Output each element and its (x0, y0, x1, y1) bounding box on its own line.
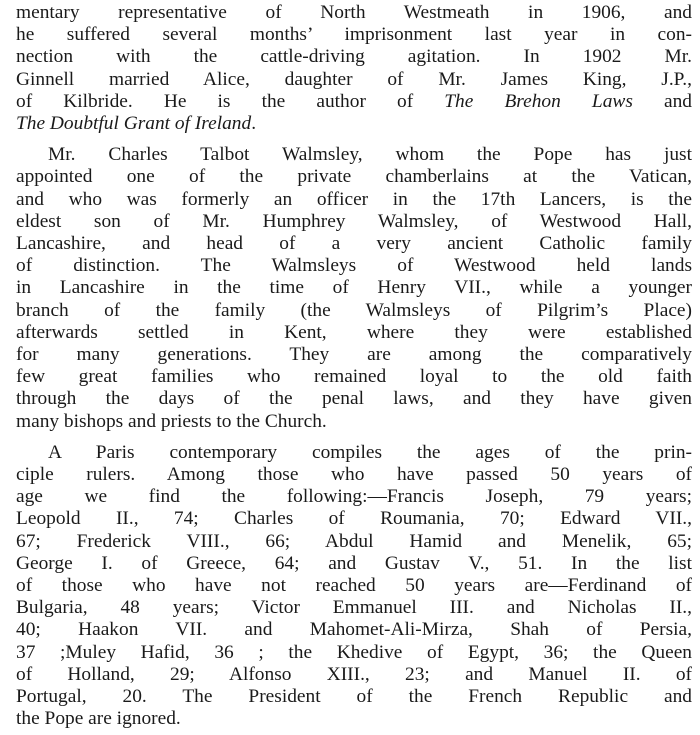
text-line (16, 553, 692, 575)
text-segment: Ginnell married Alice, daughter of Mr. James King, J.P., (16, 68, 692, 90)
text-line (16, 597, 692, 619)
article-paragraph-1 (16, 2, 692, 135)
text-line (16, 464, 692, 486)
text-segment: Mr. Charles Talbot Walmsley, whom the Pope has just (48, 144, 692, 166)
text-line (16, 69, 692, 91)
text-line (16, 211, 692, 233)
text-segment: through the days of the penal laws, and they have given (16, 388, 692, 410)
text-segment: . (251, 113, 257, 135)
text-segment: age we find the following:—Francis Joseph, 79 years; (16, 486, 692, 508)
text-line (16, 91, 692, 113)
text-segment: 37 ;Muley Hafid, 36 ; the Khedive of Egypt, 36; the Queen (16, 641, 692, 663)
text-segment: Bulgaria, 48 years; Victor Emmanuel III. and Nicholas II., (16, 597, 692, 619)
text-segment: nection with the cattle-driving agitation. In 1902 Mr. (16, 46, 692, 68)
text-line (16, 233, 692, 255)
text-line (16, 575, 692, 597)
text-line (16, 113, 692, 135)
text-line (16, 255, 692, 277)
text-line (16, 486, 692, 508)
text-line (16, 189, 692, 211)
text-segment: many bishops and priests to the Church. (16, 410, 327, 432)
text-line (16, 642, 692, 664)
text-line (16, 46, 692, 68)
text-segment: A Paris contemporary compiles the ages of the prin- (48, 441, 692, 463)
text-line (16, 686, 692, 708)
text-line (16, 166, 692, 188)
text-line (16, 708, 692, 730)
text-segment: and (632, 90, 692, 112)
text-line (16, 411, 692, 433)
text-line (16, 300, 692, 322)
text-line (16, 508, 692, 530)
text-line (16, 664, 692, 686)
italic-title-text: The Brehon Laws (444, 90, 633, 112)
text-segment: George I. of Greece, 64; and Gustav V., 51. In the list (16, 552, 692, 574)
italic-title-text: The Doubtful Grant of Ireland (16, 113, 252, 135)
text-segment: in Lancashire in the time of Henry VII., while a younger (16, 277, 692, 299)
text-segment: appointed one of the private chamberlains at the Vatican, (16, 166, 692, 188)
text-segment: and who was formerly an officer in the 17th Lancers, is the (16, 188, 692, 210)
text-line (16, 366, 692, 388)
text-segment: of Holland, 29; Alfonso XIII., 23; and Manuel II. of (16, 663, 692, 685)
text-line (16, 277, 692, 299)
text-segment: ciple rulers. Among those who have passed 50 years of (16, 464, 692, 486)
text-line (16, 531, 692, 553)
text-segment: 40; Haakon VII. and Mahomet-Ali-Mirza, Shah of Persia, (16, 619, 692, 641)
text-segment: of distinction. The Walmsleys of Westwood held lands (16, 255, 692, 277)
text-segment: eldest son of Mr. Humphrey Walmsley, of Westwood Hall, (16, 210, 692, 232)
text-line (16, 322, 692, 344)
text-segment: the Pope are ignored. (16, 708, 181, 730)
text-segment: for many generations. They are among the comparatively (16, 344, 692, 366)
text-segment: of those who have not reached 50 years are—Ferdinand of (16, 575, 692, 597)
text-segment: mentary representative of North Westmeath in 1906, and (16, 2, 692, 23)
text-segment: Portugal, 20. The President of the French Republic and (16, 686, 692, 708)
text-segment: he suffered several months’ imprisonment last year in con- (16, 24, 692, 46)
text-segment: afterwards settled in Kent, where they were established (16, 321, 692, 343)
text-line (16, 2, 692, 24)
text-line (16, 442, 692, 464)
text-segment: 67; Frederick VIII., 66; Abdul Hamid and Menelik, 65; (16, 530, 692, 552)
text-line (16, 619, 692, 641)
text-line (16, 144, 692, 166)
text-line (16, 344, 692, 366)
text-line (16, 24, 692, 46)
text-segment: Lancashire, and head of a very ancient Catholic family (16, 233, 692, 255)
text-segment: of Kilbride. He is the author of (16, 90, 445, 112)
text-segment: Leopold II., 74; Charles of Roumania, 70; Edward VII., (16, 508, 692, 530)
article-paragraph-3 (16, 442, 692, 731)
text-segment: few great families who remained loyal to the old faith (16, 366, 692, 388)
article-body (16, 2, 692, 731)
article-paragraph-2 (16, 144, 692, 433)
text-segment: branch of the family (the Walmsleys of Pilgrim’s Place) (16, 299, 692, 321)
text-line (16, 388, 692, 410)
